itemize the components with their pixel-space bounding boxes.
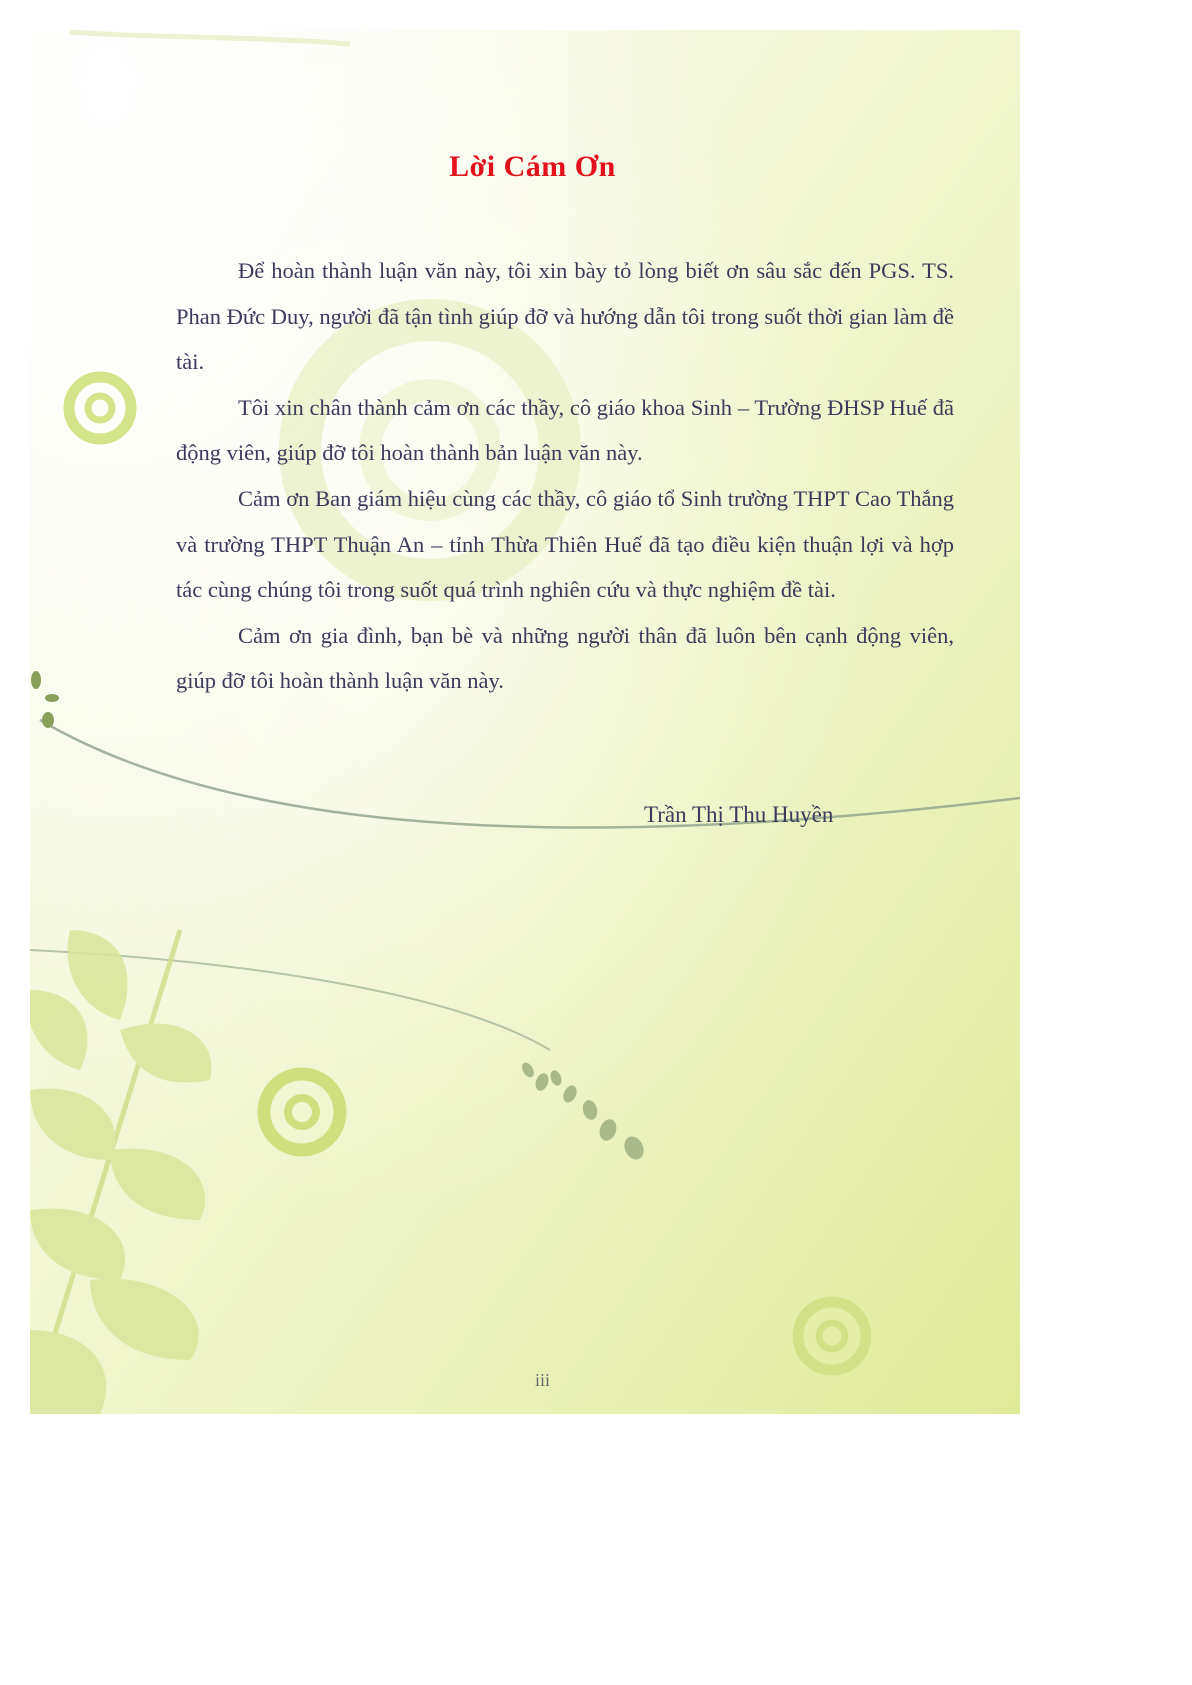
paragraph: Để hoàn thành luận văn này, tôi xin bày tỏ lòng biết ơn sâu sắc đến PGS. TS. Phan Đức Duy, người đã tận tình giúp đỡ và hướng dẫn tôi trong suốt thời gian làm đề tài.: [176, 258, 954, 375]
left-sprig-decoration: [31, 671, 59, 728]
paragraph: Cảm ơn gia đình, bạn bè và những người thân đã luôn bên cạnh động viên, giúp đỡ tôi hoàn thành luận văn này.: [176, 622, 954, 694]
acknowledgement-body: [176, 248, 954, 704]
corner-ring-decoration: [798, 1302, 866, 1370]
left-ring-decoration: [69, 377, 131, 439]
decorative-background: [30, 30, 1020, 1414]
top-streak-decoration: [70, 32, 350, 44]
bottom-sprig-decoration: [520, 1061, 648, 1163]
paragraph: Cảm ơn Ban giám hiệu cùng các thầy, cô giáo tổ Sinh trường THPT Cao Thắng và trường THPT Thuận An – tỉnh Thừa Thiên Huế đã tạo điều kiện thuận lợi và hợp tác cùng chúng tôi trong suốt quá trình nghiên cứu và thực nghiệm đề tài.: [176, 485, 954, 603]
swoosh-line-top: [40, 720, 1020, 828]
document-page: [30, 30, 1020, 1414]
leaf-branch-decoration: [30, 930, 212, 1414]
bottom-ring-decoration: [264, 1074, 340, 1150]
page-number: iii: [534, 1370, 550, 1390]
page-title: Lời Cám Ơn: [449, 150, 616, 183]
paragraph: Tôi xin chân thành cảm ơn các thầy, cô giáo khoa Sinh – Trường ĐHSP Huế đã động viên, giúp đỡ tôi hoàn thành bản luận văn này.: [176, 394, 954, 466]
author-signature: Trần Thị Thu Huyền: [644, 802, 834, 827]
